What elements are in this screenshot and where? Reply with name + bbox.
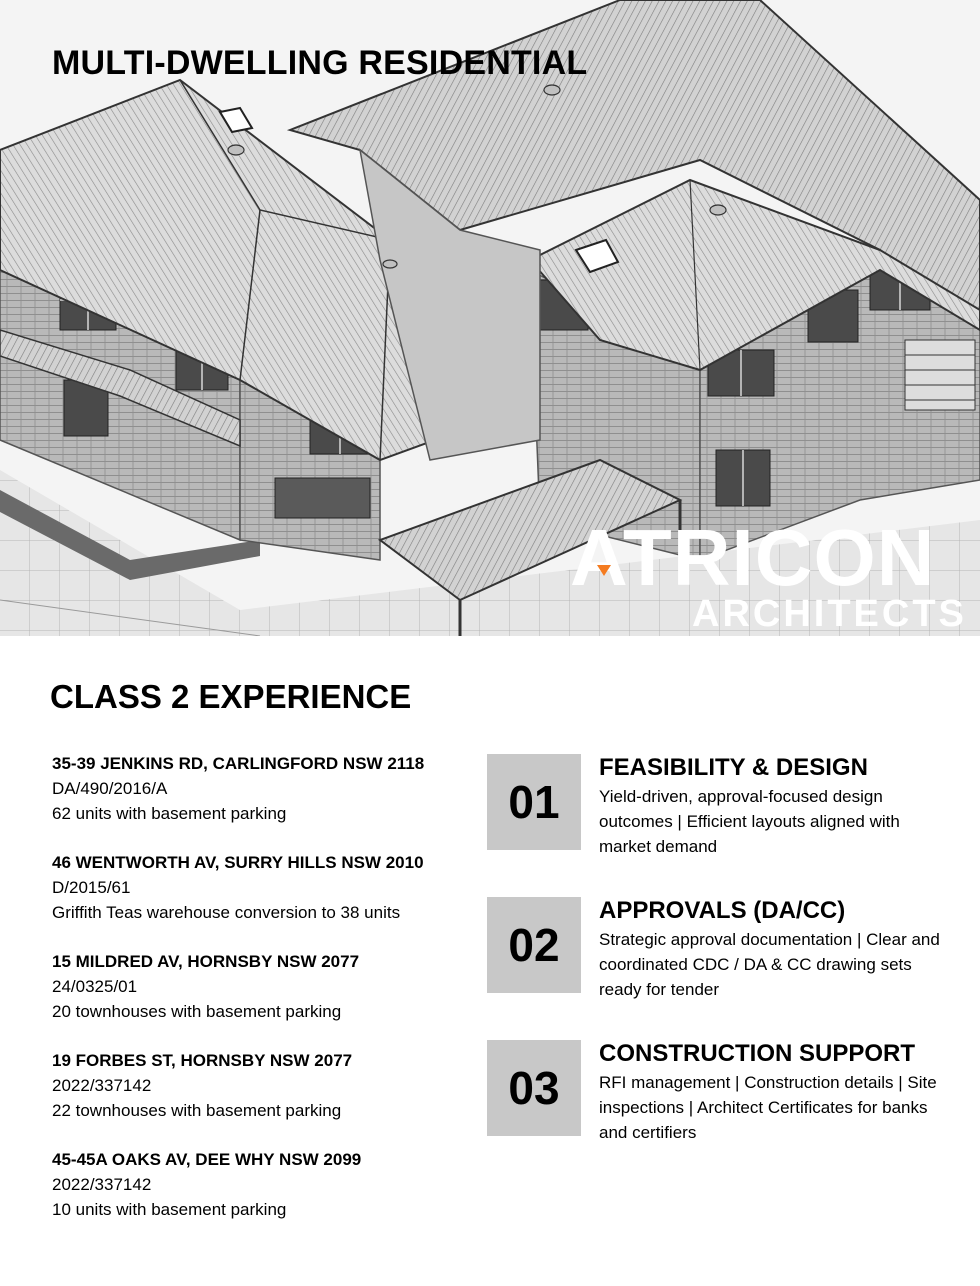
service-number: 03 — [508, 1062, 560, 1114]
service-title: APPROVALS (DA/CC) — [599, 897, 846, 924]
project-description: 62 units with basement parking — [52, 804, 287, 823]
project-address: 15 MILDRED AV, HORNSBY NSW 2077 — [52, 952, 360, 971]
service-number-box — [487, 754, 581, 850]
brand-logo-subtitle: ARCHITECTS — [692, 593, 967, 635]
service-number: 01 — [508, 776, 560, 828]
service-title: CONSTRUCTION SUPPORT — [599, 1040, 916, 1067]
page-title: MULTI-DWELLING RESIDENTIAL — [52, 44, 588, 82]
project-description: Griffith Teas warehouse conversion to 38 units — [52, 903, 401, 922]
project-description: 22 townhouses with basement parking — [52, 1101, 342, 1120]
project-item — [52, 950, 472, 1049]
logo-accent-triangle-icon — [597, 565, 611, 576]
service-item — [487, 754, 957, 897]
projects-list — [52, 752, 472, 1247]
project-description: 20 townhouses with basement parking — [52, 1002, 342, 1021]
project-description: 10 units with basement parking — [52, 1200, 287, 1219]
project-item — [52, 851, 472, 950]
project-item — [52, 752, 472, 851]
project-address: 19 FORBES ST, HORNSBY NSW 2077 — [52, 1051, 353, 1070]
project-reference: D/2015/61 — [52, 878, 131, 897]
section-title: CLASS 2 EXPERIENCE — [50, 678, 412, 715]
service-item — [487, 897, 957, 1040]
service-description: RFI management | Construction details | Site inspections | Architect Certificates for banks and certifiers — [599, 1073, 937, 1142]
services-list — [487, 754, 957, 1183]
service-number-box — [487, 1040, 581, 1136]
service-number-box — [487, 897, 581, 993]
project-item — [52, 1148, 472, 1247]
project-item — [52, 1049, 472, 1148]
brand-logo-wordmark: ATRICON — [570, 513, 936, 602]
service-title: FEASIBILITY & DESIGN — [599, 754, 868, 781]
service-description: Yield-driven, approval-focused design outcomes | Efficient layouts aligned with market demand — [599, 787, 900, 856]
project-reference: 2022/337142 — [52, 1175, 152, 1194]
project-reference: 2022/337142 — [52, 1076, 152, 1095]
garage-door — [905, 340, 975, 410]
project-reference: 24/0325/01 — [52, 977, 138, 996]
hero-building-illustration — [0, 0, 980, 636]
service-item — [487, 1040, 957, 1183]
project-reference: DA/490/2016/A — [52, 779, 168, 798]
service-number: 02 — [508, 919, 560, 971]
project-address: 45-45A OAKS AV, DEE WHY NSW 2099 — [52, 1150, 362, 1169]
project-address: 46 WENTWORTH AV, SURRY HILLS NSW 2010 — [52, 853, 424, 872]
project-address: 35-39 JENKINS RD, CARLINGFORD NSW 2118 — [52, 754, 425, 773]
service-description: Strategic approval documentation | Clear and coordinated CDC / DA & CC drawing sets ready for tender — [599, 930, 940, 999]
